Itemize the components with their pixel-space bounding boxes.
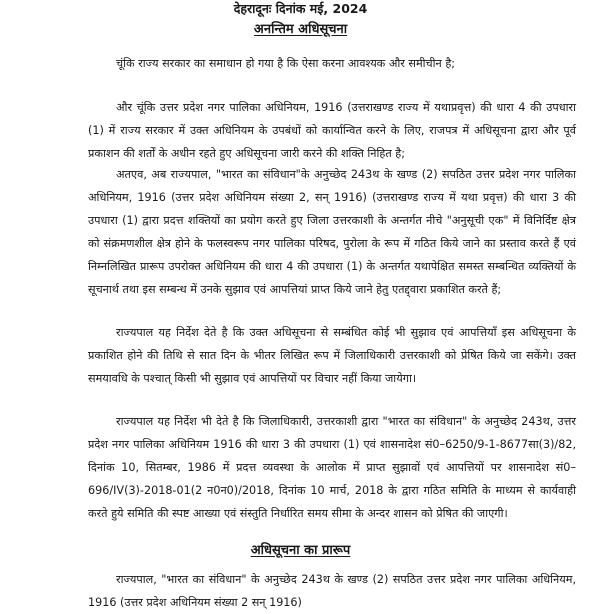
- heading-notification-draft: [0, 543, 601, 559]
- paragraph-1-text: चूंकि राज्य सरकार का समाधान हो गया है कि ऐसा करना आवश्यक और समीचीन है;: [116, 57, 456, 70]
- paragraph-3-text: अतएव, अब राज्यपाल, "भारत का संविधान"के अनुच्छेद 243थ के खण्ड (2) सपठित उत्तर प्रदेश नगर पालिका अधिनियम, 1916 (उत्तर प्रदेश अधिनियम संख्या 2, सन् 1916) (उत्तराखण्ड राज्य में यथा प्रवृत्त) की धारा 3 की उपधारा (1) द्वारा प्रदत्त शक्तियों का प्रयोग करते हुए जिला उत्तरकाशी के अन्तर्गत नीचे "अनुसूची एक" में विनिर्दिष्ट क्षेत्र को संक्रमणशील क्षेत्र होने के फलस्वरूप नगर पालिका परिषद, पुरोला के रूप में गठित किये जाने का प्रस्ताव करते हैं एवं निम्नलिखित प्रारूप उपरोक्त अधिनियम की धारा 4 की उपधारा (1) के अन्तर्गत यथापेक्षित समस्त सम्बन्धित व्यक्तियों के सूचनार्थ तथा इस सम्बन्ध में उनके सुझाव एवं आपत्तियां प्राप्त किये जाने हेतु एतद्द्वारा प्रकाशित करते हैं;: [88, 168, 576, 296]
- paragraph-6: [88, 568, 576, 614]
- heading-provisional-notification: [0, 22, 601, 38]
- paragraph-4: [88, 321, 576, 390]
- dateline: देहरादूनः दिनांक मई, 2024: [233, 1, 368, 16]
- heading-provisional-notification-text: अनन्तिम अधिसूचना: [253, 22, 348, 37]
- heading-notification-draft-text: अधिसूचना का प्रारूप: [250, 543, 351, 558]
- paragraph-5-text: राज्यपाल यह निर्देश भी देते है कि जिलाधिकारी, उत्तरकाशी द्वारा "भारत का संविधान" के अनुच्छेद 243थ, उत्तर प्रदेश नगर पालिका अधिनियम 1916 की धारा 3 की उपधारा (1) एवं शासनादेश सं0–6250/9-1-8677सा(3)/82, दिनांक 10, सितम्बर, 1986 में प्रदत्त व्यवस्था के आलोक में प्राप्त सुझावों एवं आपत्तियों पर शासनादेश सं0–696/IV(3)-2018-01(2 न0न0)/2018, दिनांक 10 मार्च, 2018 के द्वारा गठित समिति के माध्यम से कार्यवाही करते हुये समिति की स्पष्ट आख्या एवं संस्तुति निर्धारित समय सीमा के अन्दर शासन को प्रेषित की जाएगी।: [88, 415, 576, 520]
- paragraph-5: [88, 410, 576, 525]
- paragraph-1: [88, 52, 576, 75]
- paragraph-2: [88, 96, 576, 165]
- paragraph-2-text: और चूंकि उत्तर प्रदेश नगर पालिका अधिनियम, 1916 (उत्तराखण्ड राज्य में यथाप्रवृत्त) की धारा 4 की उपधारा (1) में राज्य सरकार में उक्त अधिनियम के उपबंधों को कार्यान्वित करने के लिए, राजपत्र में अधिसूचना द्वारा और पूर्व प्रकाशन की शर्तों के अधीन रहते हुए अधिसूचना जारी करने की शक्ति निहित है;: [88, 101, 576, 160]
- paragraph-4-text: राज्यपाल यह निर्देश देते है कि उक्त अधिसूचना से सम्बंधित कोई भी सुझाव एवं आपत्तियाँ इस अधिसूचना के प्रकाशित होने की तिथि से सात दिन के भीतर लिखित रूप में जिलाधिकारी उत्तरकाशी को प्रेषित किये जा सकेंगे। उक्त समयावधि के पश्चात् किसी भी सुझाव एवं आपत्तियों पर विचार नहीं किया जायेगा।: [88, 326, 576, 385]
- paragraph-3: [88, 163, 576, 301]
- paragraph-6-text: राज्यपाल, "भारत का संविधान" के अनुच्छेद 243थ के खण्ड (2) सपठित उत्तर प्रदेश नगर पालिका अधिनियम, 1916 (उत्तर प्रदेश अधिनियम संख्या 2 सन् 1916): [88, 573, 576, 609]
